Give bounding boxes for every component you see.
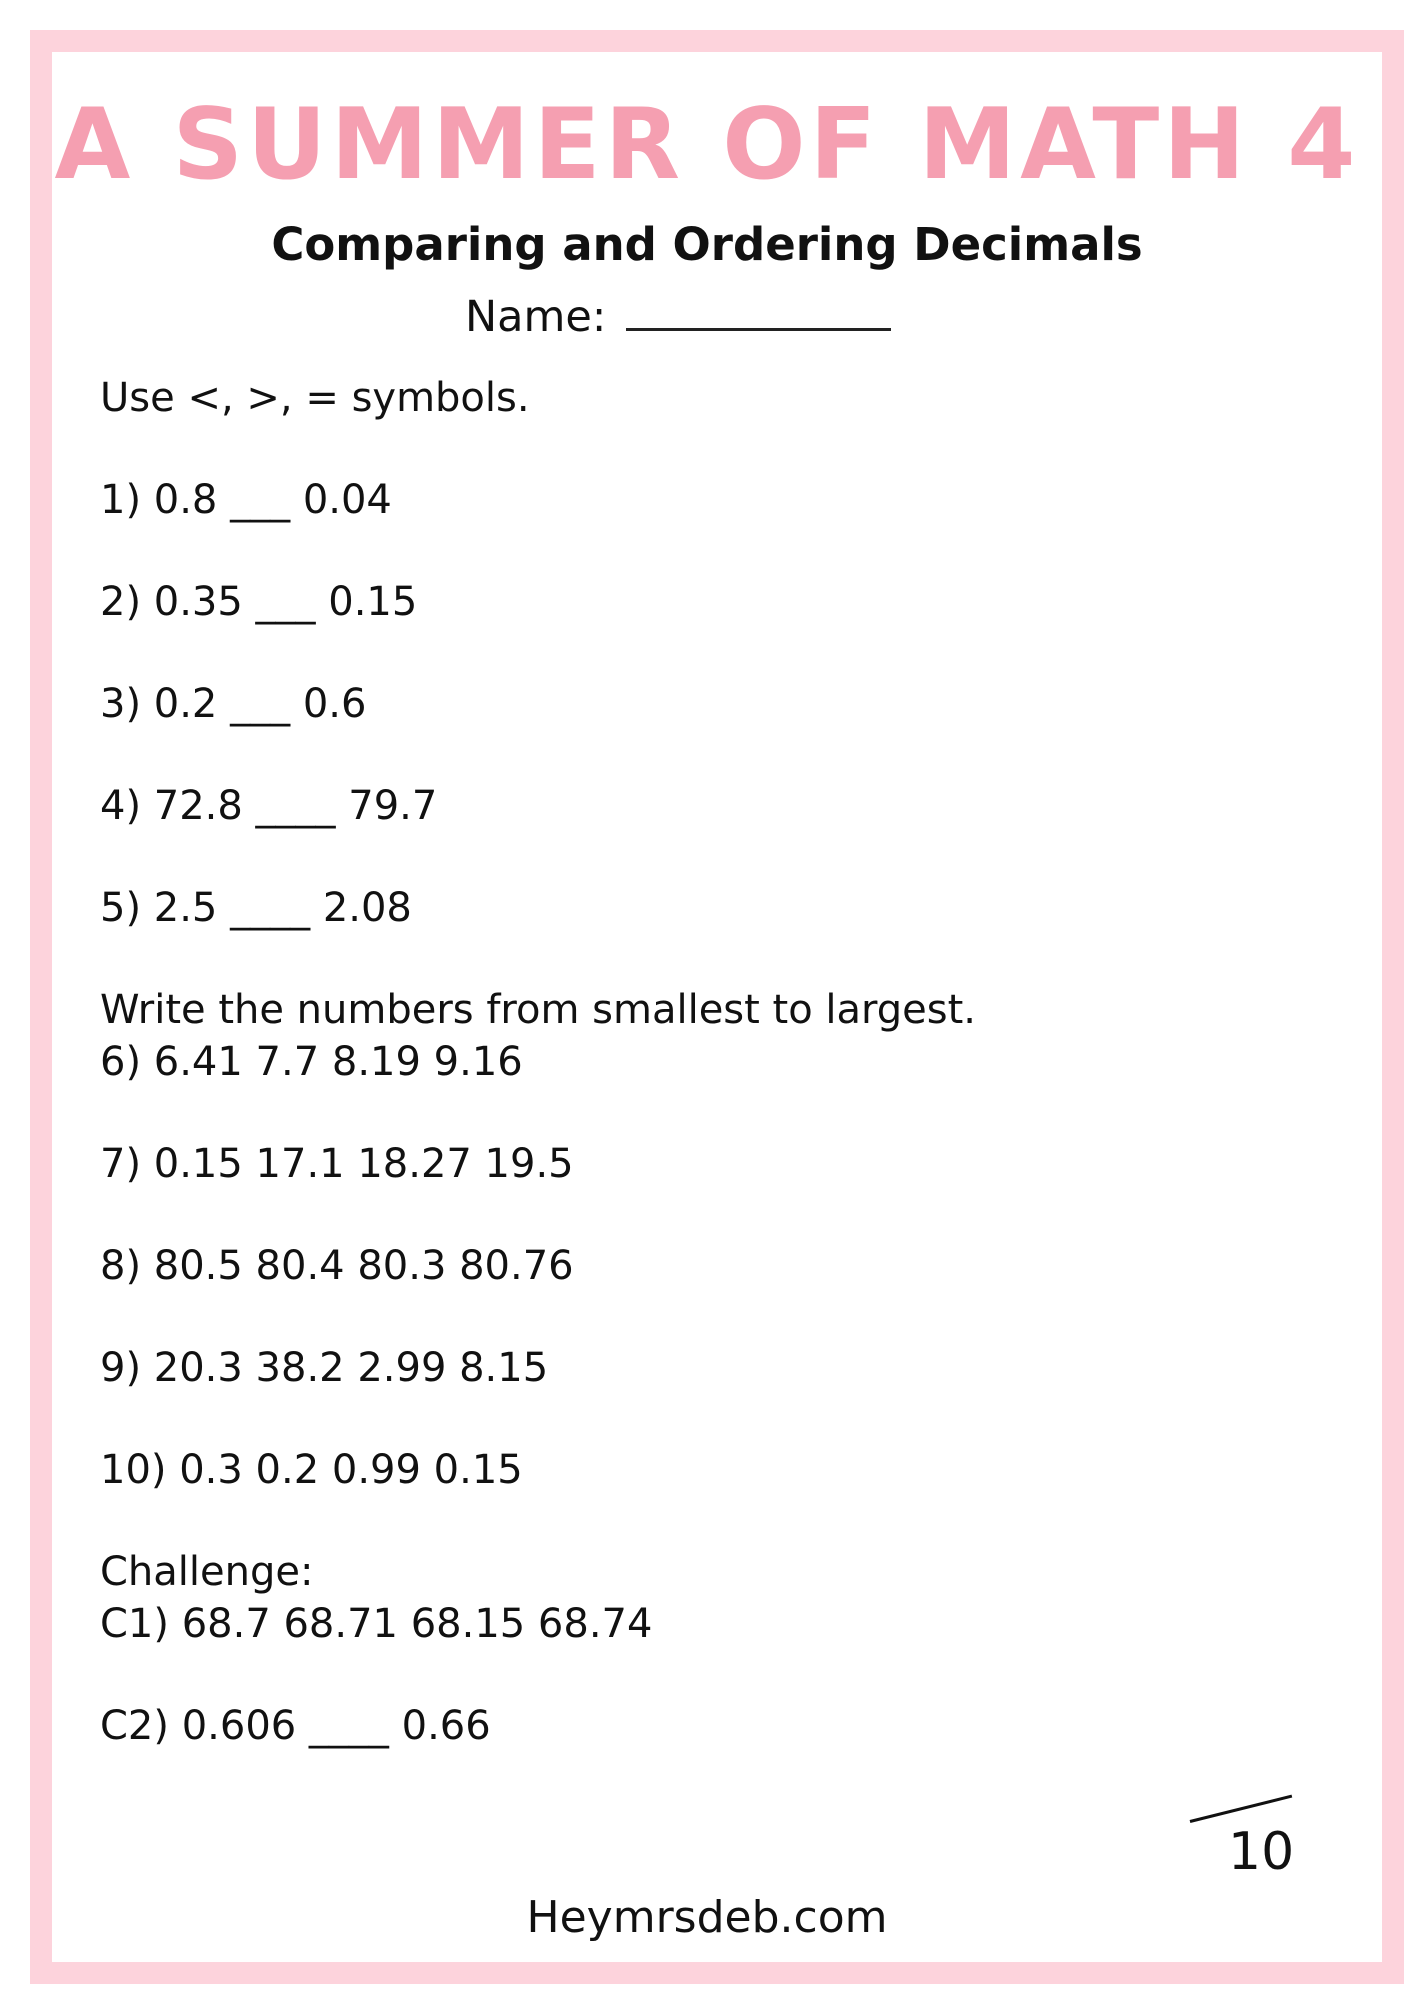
- score-box: [1190, 1800, 1300, 1880]
- compare-instruction: Use <, >, = symbols.: [100, 375, 530, 421]
- question-2: 2) 0.35 ___ 0.15: [100, 579, 418, 625]
- challenge-1: C1) 68.7 68.71 68.15 68.74: [100, 1601, 653, 1647]
- order-instruction: Write the numbers from smallest to largest.: [100, 987, 977, 1033]
- challenge-2: C2) 0.606 ____ 0.66: [100, 1703, 491, 1749]
- question-1: 1) 0.8 ___ 0.04: [100, 477, 392, 523]
- footer-website: Heymrsdeb.com: [526, 1892, 888, 1943]
- question-3: 3) 0.2 ___ 0.6: [100, 681, 367, 727]
- question-6: 6) 6.41 7.7 8.19 9.16: [100, 1039, 523, 1085]
- question-7: 7) 0.15 17.1 18.27 19.5: [100, 1141, 574, 1187]
- score-total: 10: [1228, 1822, 1295, 1882]
- question-10: 10) 0.3 0.2 0.99 0.15: [100, 1447, 523, 1493]
- name-row: [465, 292, 891, 342]
- question-9: 9) 20.3 38.2 2.99 8.15: [100, 1345, 549, 1391]
- challenge-label: Challenge:: [100, 1549, 314, 1595]
- worksheet-title: A SUMMER OF MATH 4: [54, 88, 1360, 202]
- name-label: Name:: [465, 292, 607, 342]
- name-blank-line: [626, 328, 891, 331]
- question-8: 8) 80.5 80.4 80.3 80.76: [100, 1243, 574, 1289]
- worksheet-subtitle: Comparing and Ordering Decimals: [271, 218, 1143, 271]
- question-5: 5) 2.5 ____ 2.08: [100, 885, 412, 931]
- question-4: 4) 72.8 ____ 79.7: [100, 783, 438, 829]
